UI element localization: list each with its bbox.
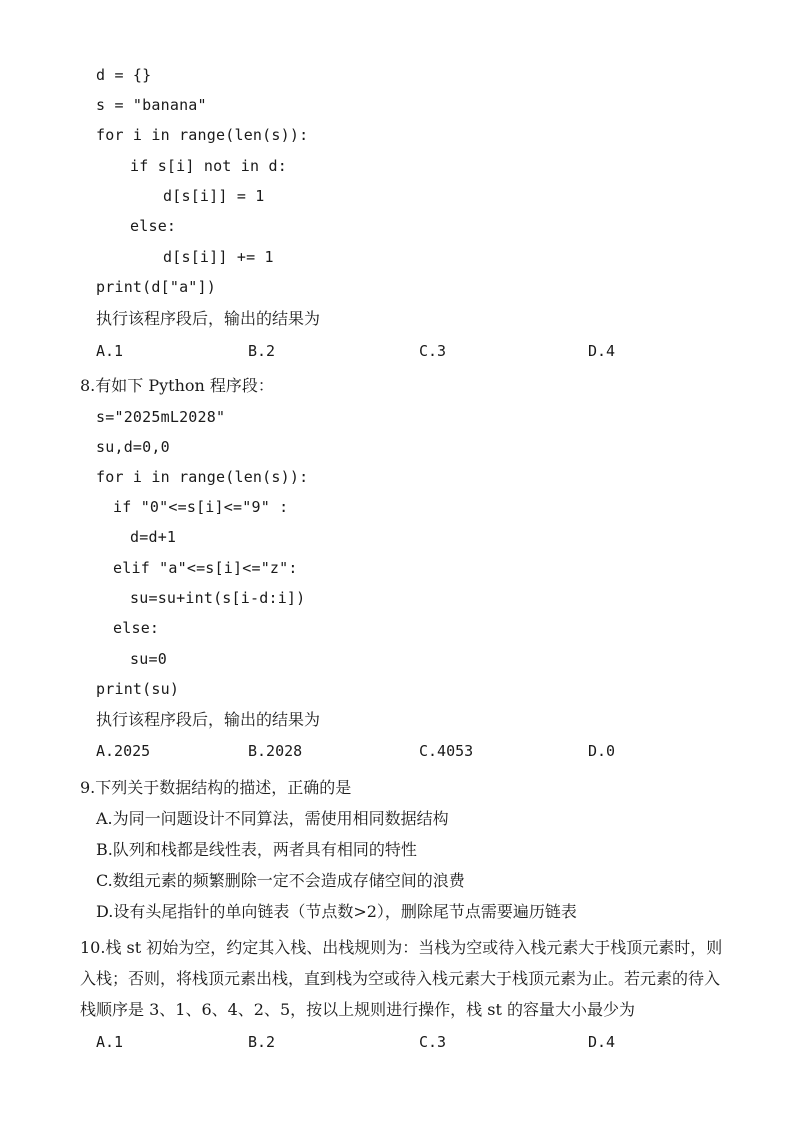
option-a: A.1 xyxy=(96,342,124,360)
code-line: else: xyxy=(130,217,177,235)
q7-prompt: 执行该程序段后，输出的结果为 xyxy=(96,309,321,328)
option-b: B.队列和栈都是线性表，两者具有相同的特性 xyxy=(96,840,417,859)
code-line: print(su) xyxy=(96,680,180,698)
option-d: D.4 xyxy=(588,342,616,360)
code-line: else: xyxy=(113,619,160,637)
code-line: if s[i] not in d: xyxy=(130,157,287,175)
code-line: elif "a"<=s[i]<="z": xyxy=(113,559,298,577)
q8-stem: 8.有如下 Python 程序段： xyxy=(80,376,274,395)
code-line: s="2025mL2028" xyxy=(96,408,226,426)
stem-line: 栈顺序是 3、1、6、4、2、5，按以上规则进行操作，栈 st 的容量大小最少为 xyxy=(80,1000,635,1019)
code-line: d[s[i]] += 1 xyxy=(163,248,274,266)
option-c: C.3 xyxy=(419,1033,447,1051)
option-d: D.4 xyxy=(588,1033,616,1051)
code-line: d = {} xyxy=(96,66,152,84)
code-line: print(d["a"]) xyxy=(96,278,216,296)
option-d: D.设有头尾指针的单向链表（节点数>2），删除尾节点需要遍历链表 xyxy=(96,902,577,921)
code-line: d=d+1 xyxy=(130,528,177,546)
option-a: A.1 xyxy=(96,1033,124,1051)
q9-stem: 9.下列关于数据结构的描述，正确的是 xyxy=(80,778,352,797)
option-c: C.数组元素的频繁删除一定不会造成存储空间的浪费 xyxy=(96,871,465,890)
code-line: for i in range(len(s)): xyxy=(96,468,309,486)
option-b: B.2 xyxy=(248,1033,276,1051)
code-line: d[s[i]] = 1 xyxy=(163,187,265,205)
option-a: A.2025 xyxy=(96,742,151,760)
stem-line: 10.栈 st 初始为空，约定其入栈、出栈规则为：当栈为空或待入栈元素大于栈顶元素时，则 xyxy=(80,938,723,957)
code-line: su,d=0,0 xyxy=(96,438,170,456)
option-b: B.2028 xyxy=(248,742,303,760)
option-c: C.3 xyxy=(419,342,447,360)
option-c: C.4053 xyxy=(419,742,474,760)
q8-prompt: 执行该程序段后，输出的结果为 xyxy=(96,710,321,729)
option-a: A.为同一问题设计不同算法，需使用相同数据结构 xyxy=(96,809,449,828)
code-line: s = "banana" xyxy=(96,96,207,114)
stem-line: 入栈；否则，将栈顶元素出栈，直到栈为空或待入栈元素大于栈顶元素为止。若元素的待入 xyxy=(80,969,721,988)
option-b: B.2 xyxy=(248,342,276,360)
code-line: su=su+int(s[i-d:i]) xyxy=(130,589,306,607)
code-line: for i in range(len(s)): xyxy=(96,126,309,144)
code-line: su=0 xyxy=(130,650,167,668)
option-d: D.0 xyxy=(588,742,616,760)
code-line: if "0"<=s[i]<="9" : xyxy=(113,498,289,516)
